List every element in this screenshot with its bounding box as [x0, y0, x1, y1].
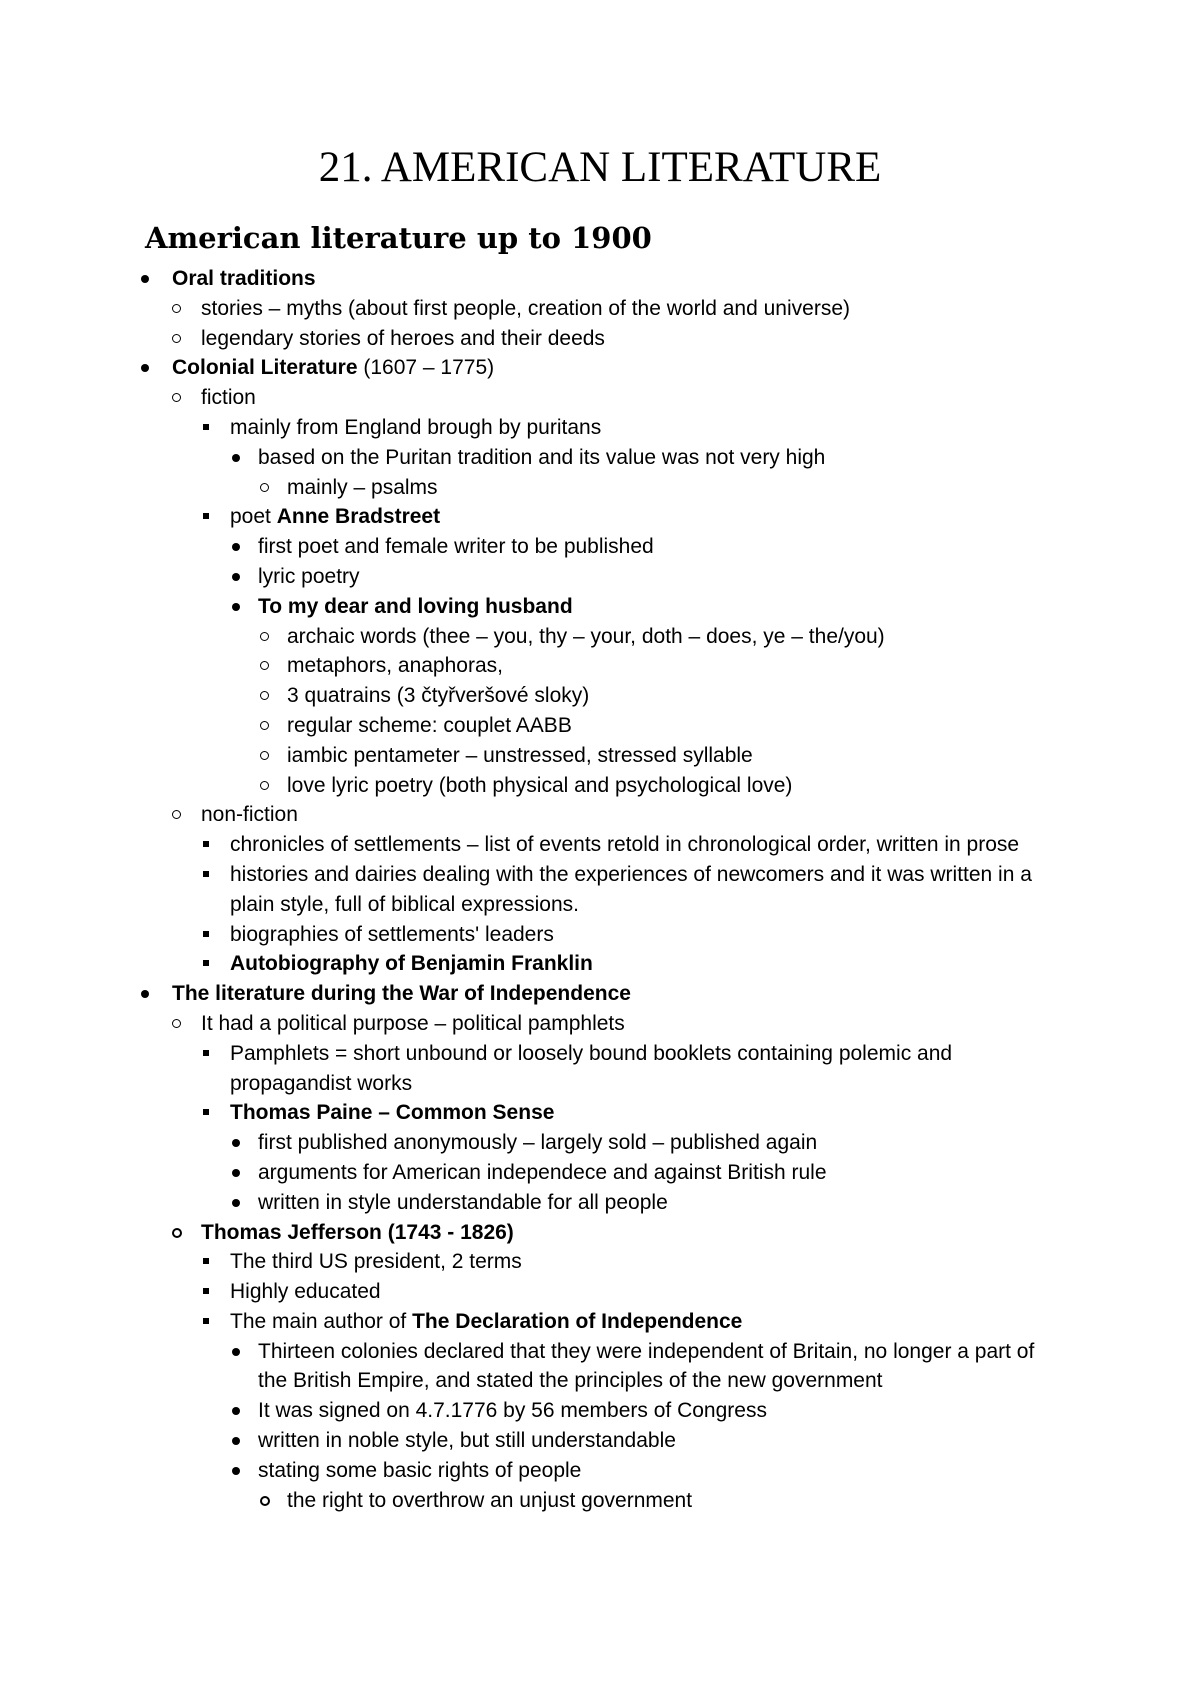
- list-item: [0, 324, 1200, 354]
- bullet-square-icon: [203, 1288, 209, 1294]
- list-item-text: Thomas Paine – Common Sense: [230, 1101, 555, 1125]
- bullet-disc-icon: [232, 1437, 240, 1445]
- bullet-disc-icon: [232, 573, 240, 581]
- list-item-text: iambic pentameter – unstressed, stressed syllable: [287, 743, 753, 767]
- list-item: [0, 1456, 1200, 1486]
- list-item: [0, 294, 1200, 324]
- bullet-square-icon: [203, 841, 209, 847]
- list-item: [0, 711, 1200, 741]
- list-item-text: Anne Bradstreet: [276, 505, 441, 529]
- bullet-disc-icon: [232, 1467, 240, 1475]
- list-item: [0, 860, 1200, 920]
- bullet-square-icon: [203, 960, 209, 966]
- bullet-circle-icon: [260, 721, 269, 730]
- bullet-square-icon: [203, 1109, 209, 1115]
- list-item-text: To my dear and loving husband: [258, 594, 573, 618]
- list-item: [0, 1158, 1200, 1188]
- bullet-disc-icon: [232, 1407, 240, 1415]
- list-item-text: first published anonymously – largely sold – published again: [258, 1131, 818, 1155]
- list-item: [0, 562, 1200, 592]
- list-item-text: regular scheme: couplet AABB: [287, 713, 572, 737]
- list-item-text: love lyric poetry (both physical and psychological love): [287, 773, 793, 797]
- bullet-square-icon: [203, 1318, 209, 1324]
- bullet-circle-icon: [260, 1496, 270, 1506]
- list-item: [0, 949, 1200, 979]
- list-item-text: arguments for American independece and against British rule: [258, 1160, 827, 1184]
- list-item: [0, 353, 1200, 383]
- list-item-text: first poet and female writer to be published: [258, 535, 654, 559]
- list-item-text: the right to overthrow an unjust government: [287, 1488, 693, 1512]
- list-item: [0, 681, 1200, 711]
- list-item: [0, 532, 1200, 562]
- list-item-text: metaphors, anaphoras,: [287, 654, 503, 678]
- bullet-circle-icon: [260, 632, 269, 641]
- list-item: [0, 383, 1200, 413]
- bullet-disc-icon: [232, 454, 240, 462]
- list-item: [0, 1128, 1200, 1158]
- bullet-circle-icon: [172, 393, 181, 402]
- list-item: [0, 1009, 1200, 1039]
- list-item-text: lyric poetry: [258, 564, 360, 588]
- list-item: [0, 800, 1200, 830]
- list-item-text: Oral traditions: [172, 267, 316, 290]
- list-item: [0, 651, 1200, 681]
- list-item: [0, 592, 1200, 622]
- list-item-text: written in style understandable for all people: [258, 1190, 668, 1214]
- list-item-text: It had a political purpose – political pamphlets: [201, 1011, 625, 1035]
- bullet-circle-icon: [172, 810, 181, 819]
- bullet-circle-icon: [260, 691, 269, 700]
- list-item: [0, 741, 1200, 771]
- list-item: [0, 502, 1200, 532]
- list-item-text: (1607 – 1775): [357, 356, 495, 380]
- list-item: [0, 1486, 1200, 1516]
- list-item-text: written in noble style, but still understandable: [258, 1429, 676, 1453]
- list-item-text: legendary stories of heroes and their deeds: [201, 326, 605, 350]
- list-item: [0, 1188, 1200, 1218]
- list-item-text: biographies of settlements' leaders: [230, 922, 554, 946]
- bullet-disc-icon: [232, 1199, 240, 1207]
- outline-list: [0, 264, 1200, 1515]
- list-item: [0, 1307, 1200, 1337]
- list-item: [0, 622, 1200, 652]
- list-item: [0, 473, 1200, 503]
- bullet-disc-icon: [232, 1348, 240, 1356]
- bullet-disc-icon: [232, 603, 240, 611]
- list-item-text: histories and dairies dealing with the experiences of newcomers and it was written in a plain style, full of biblical expressions.: [230, 862, 1032, 916]
- bullet-circle-icon: [260, 751, 269, 760]
- bullet-circle-icon: [172, 1228, 182, 1238]
- list-item: [0, 1396, 1200, 1426]
- list-item-text: poet: [230, 505, 277, 529]
- list-item-text: archaic words (thee – you, thy – your, doth – does, ye – the/you): [287, 624, 885, 648]
- bullet-circle-icon: [172, 334, 181, 343]
- list-item: [0, 264, 1200, 294]
- list-item: [0, 1218, 1200, 1248]
- bullet-square-icon: [203, 424, 209, 430]
- list-item-text: stories – myths (about first people, creation of the world and universe): [201, 296, 850, 320]
- list-item-text: non-fiction: [201, 803, 298, 827]
- list-item: [0, 979, 1200, 1009]
- list-item-text: stating some basic rights of people: [258, 1458, 582, 1482]
- section-heading: American literature up to 1900: [145, 221, 652, 255]
- list-item-text: Colonial Literature: [172, 356, 358, 380]
- list-item-text: Thirteen colonies declared that they were independent of Britain, no longer a part of the British Empire, and stated the principles of the new government: [258, 1339, 1035, 1393]
- bullet-disc-icon: [141, 990, 149, 998]
- bullet-square-icon: [203, 931, 209, 937]
- list-item-text: mainly – psalms: [287, 475, 438, 499]
- list-item: [0, 1337, 1200, 1397]
- bullet-disc-icon: [141, 364, 149, 372]
- list-item: [0, 1277, 1200, 1307]
- list-item: [0, 920, 1200, 950]
- bullet-disc-icon: [232, 543, 240, 551]
- bullet-square-icon: [203, 1258, 209, 1264]
- list-item: [0, 1098, 1200, 1128]
- list-item-text: chronicles of settlements – list of events retold in chronological order, written in prose: [230, 833, 1020, 857]
- bullet-circle-icon: [172, 304, 181, 313]
- list-item-text: Highly educated: [230, 1280, 381, 1304]
- list-item: [0, 1247, 1200, 1277]
- list-item: [0, 1039, 1200, 1099]
- list-item-text: The literature during the War of Independence: [172, 982, 631, 1006]
- page-title: 21. AMERICAN LITERATURE: [318, 144, 882, 191]
- list-item-text: Pamphlets = short unbound or loosely bound booklets containing polemic and propagandist works: [230, 1041, 953, 1095]
- bullet-square-icon: [203, 513, 209, 519]
- list-item: [0, 1426, 1200, 1456]
- list-item: [0, 443, 1200, 473]
- list-item-text: The main author of: [230, 1309, 413, 1333]
- list-item-text: It was signed on 4.7.1776 by 56 members of Congress: [258, 1399, 767, 1423]
- bullet-disc-icon: [232, 1169, 240, 1177]
- list-item: [0, 771, 1200, 801]
- bullet-circle-icon: [172, 1019, 181, 1028]
- bullet-disc-icon: [232, 1139, 240, 1147]
- list-item-text: mainly from England brough by puritans: [230, 415, 602, 439]
- list-item-text: based on the Puritan tradition and its value was not very high: [258, 445, 826, 469]
- bullet-square-icon: [203, 1050, 209, 1056]
- bullet-circle-icon: [260, 483, 269, 492]
- list-item: [0, 830, 1200, 860]
- bullet-square-icon: [203, 871, 209, 877]
- list-item-text: Autobiography of Benjamin Franklin: [230, 952, 593, 976]
- bullet-circle-icon: [260, 661, 269, 670]
- list-item-text: The third US president, 2 terms: [230, 1250, 522, 1274]
- list-item: [0, 413, 1200, 443]
- list-item-text: The Declaration of Independence: [412, 1309, 743, 1333]
- list-item-text: Thomas Jefferson (1743 - 1826): [201, 1220, 514, 1244]
- list-item-text: fiction: [201, 386, 256, 410]
- bullet-disc-icon: [141, 275, 149, 283]
- bullet-circle-icon: [260, 781, 269, 790]
- list-item-text: 3 quatrains (3 čtyřveršové sloky): [287, 684, 590, 708]
